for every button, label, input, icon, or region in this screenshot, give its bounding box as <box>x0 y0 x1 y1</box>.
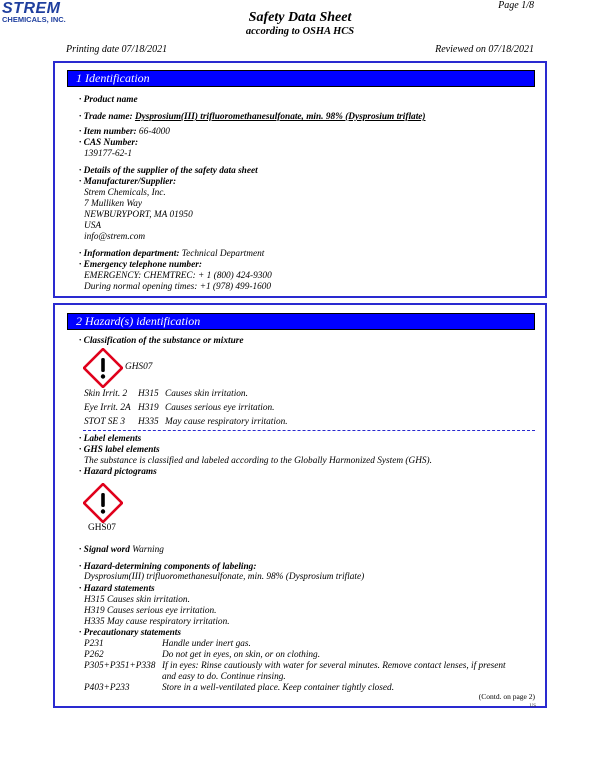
hazard-statement: H315 Causes skin irritation. <box>84 595 190 605</box>
section-hazards <box>53 303 547 708</box>
exclamation-pictogram-icon <box>83 483 123 523</box>
cas-number-value: 139177-62-1 <box>84 149 133 159</box>
hazard-text: Causes serious eye irritation. <box>165 403 275 413</box>
address-line: 7 Mulliken Way <box>84 199 143 209</box>
info-department-row <box>79 249 264 260</box>
ghs-code: GHS07 <box>88 523 116 533</box>
item-number-label: · Item number: <box>79 127 139 137</box>
precaution-text: Do not get in eyes, on skin, or on clothing. <box>162 650 321 660</box>
reviewed-date: Reviewed on 07/18/2021 <box>435 44 534 55</box>
manufacturer-label: · Manufacturer/Supplier: <box>79 177 177 187</box>
ghs-code: GHS07 <box>125 362 153 372</box>
info-department-value: Technical Department <box>181 249 265 259</box>
logo-line2: CHEMICALS, INC. <box>2 15 66 24</box>
hazard-class: Skin Irrit. 2 <box>84 389 128 399</box>
page-number: Page 1/8 <box>498 0 534 11</box>
determining-components-label: · Hazard-determining components of labeling: <box>79 562 257 572</box>
address-line: USA <box>84 221 102 231</box>
address-line: NEWBURYPORT, MA 01950 <box>84 210 193 220</box>
classification-label: · Classification of the substance or mixture <box>79 336 244 346</box>
footer-code: US <box>529 704 536 709</box>
hazard-code: H319 <box>138 403 159 413</box>
determining-components-value: Dysprosium(III) trifluoromethanesulfonate, min. 98% (Dysprosium triflate) <box>84 572 365 582</box>
hazard-code: H335 <box>138 417 159 427</box>
hazard-text: May cause respiratory irritation. <box>165 417 288 427</box>
trade-name-row <box>79 112 426 123</box>
precaution-text: Store in a well-ventilated place. Keep container tightly closed. <box>162 683 395 693</box>
label-elements-label: · Label elements <box>79 434 142 444</box>
emergency-line: During normal opening times: +1 (978) 499-1600 <box>84 282 272 292</box>
signal-word-value: Warning <box>132 545 164 555</box>
logo-line1: STREM <box>2 0 61 17</box>
section2-heading: 2 Hazard(s) identification <box>67 313 535 330</box>
supplier-email: info@strem.com <box>84 232 146 242</box>
hazard-statement: H335 May cause respiratory irritation. <box>84 617 230 627</box>
item-number-row <box>79 127 170 138</box>
hazard-class: Eye Irrit. 2A <box>84 403 131 413</box>
divider <box>83 430 535 431</box>
precaution-code: P262 <box>84 650 104 660</box>
printing-date: Printing date 07/18/2021 <box>66 44 168 55</box>
emergency-label: · Emergency telephone number: <box>79 260 202 270</box>
ghs-label-elements-label: · GHS label elements <box>79 445 160 455</box>
address-line: Strem Chemicals, Inc. <box>84 188 166 198</box>
exclamation-pictogram-icon <box>83 348 123 388</box>
precaution-text: If in eyes: Rinse cautiously with water for several minutes. Remove contact lenses, if present <box>162 661 506 671</box>
continued-note: (Contd. on page 2) <box>478 692 535 701</box>
info-department-label: · Information department: <box>79 249 182 259</box>
precaution-code: P231 <box>84 639 104 649</box>
precaution-code: P403+P233 <box>84 683 130 693</box>
hazard-statements-label: · Hazard statements <box>79 584 155 594</box>
signal-word-label: · Signal word <box>79 545 133 555</box>
precaution-text: and easy to do. Continue rinsing. <box>162 672 286 682</box>
hazard-statement: H319 Causes serious eye irritation. <box>84 606 217 616</box>
document-title: Safety Data Sheet <box>248 10 352 25</box>
hazard-pictograms-label: · Hazard pictograms <box>79 467 157 477</box>
signal-word-row <box>79 545 164 556</box>
section1-heading: 1 Identification <box>67 70 535 87</box>
section-identification <box>53 61 547 298</box>
hazard-text: Causes skin irritation. <box>165 389 248 399</box>
product-name-label: · Product name <box>79 95 138 105</box>
precaution-code: P305+P351+P338 <box>84 661 156 671</box>
emergency-line: EMERGENCY: CHEMTREC: + 1 (800) 424-9300 <box>84 271 272 281</box>
ghs-text: The substance is classified and labeled according to the Globally Harmonized System (GHS). <box>84 456 432 466</box>
trade-name-value: Dysprosium(III) trifluoromethanesulfonate, min. 98% (Dysprosium triflate) <box>134 112 426 122</box>
hazard-class: STOT SE 3 <box>84 417 125 427</box>
item-number-value: 66-4000 <box>138 127 170 137</box>
trade-name-label: · Trade name: <box>79 112 135 122</box>
precautionary-statements-label: · Precautionary statements <box>79 628 182 638</box>
cas-number-label: · CAS Number: <box>79 138 139 148</box>
document-subtitle: according to OSHA HCS <box>245 26 355 37</box>
precaution-text: Handle under inert gas. <box>162 639 251 649</box>
supplier-details-label: · Details of the supplier of the safety data sheet <box>79 166 258 176</box>
hazard-code: H315 <box>138 389 159 399</box>
